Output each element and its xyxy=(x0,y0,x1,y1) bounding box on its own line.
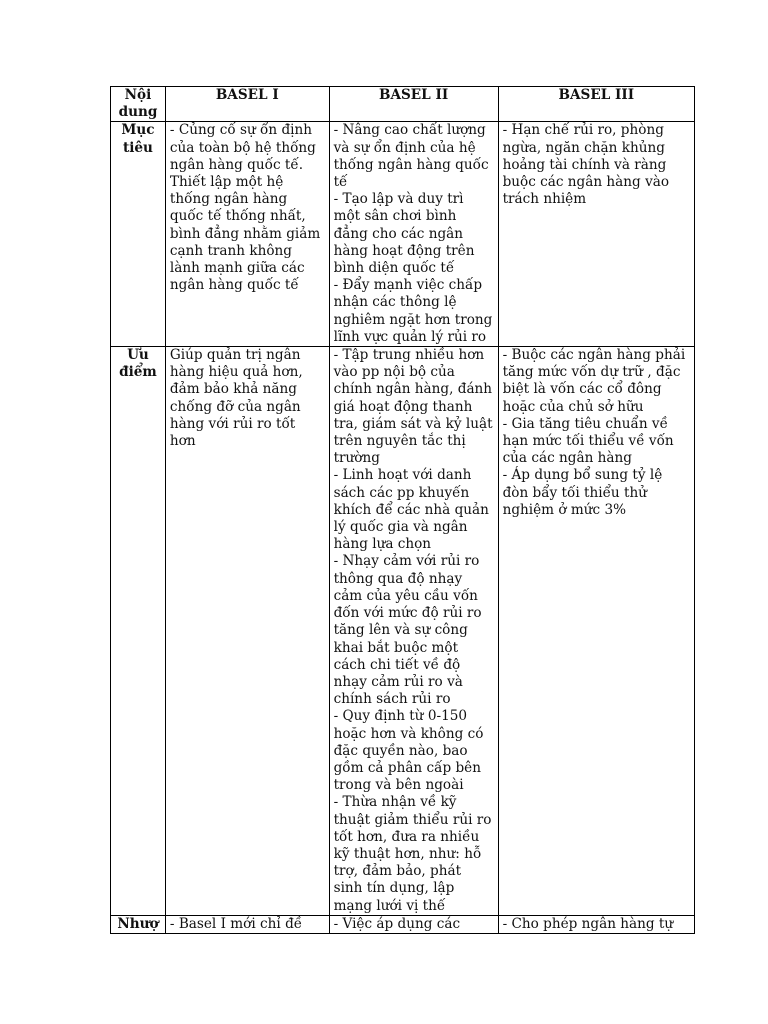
header-noi-dung: Nội dung xyxy=(111,87,166,122)
list-item: - Linh hoạt với danh sách các pp khuyến khích để các nhà quản lý quốc gia và ngân hàng lựa chọn xyxy=(333,467,494,553)
table-row xyxy=(111,122,695,347)
cell-basel2-muc-tieu xyxy=(329,122,498,347)
cell-basel3-nhuoc-diem xyxy=(498,915,694,933)
list-item: - Cho phép ngân hàng tự xyxy=(502,915,674,932)
row-label-muc-tieu: Mục tiêu xyxy=(111,122,166,347)
row-label-nhuoc-diem: Nhượ xyxy=(111,915,166,933)
list-item: - Nhạy cảm với rủi ro thông qua độ nhạy cảm của yêu cầu vốn đốn với mức độ rủi ro tăng lên và sự công khai bắt buộc một cách chi tiết về độ nhạy cảm rủi ro và chính sách rủi ro xyxy=(333,553,486,708)
cell-basel3-uu-diem xyxy=(498,347,694,916)
row-label-uu-diem: Ưu điểm xyxy=(111,347,166,916)
cell-basel2-uu-diem xyxy=(329,347,498,916)
header-basel-3: BASEL III xyxy=(498,87,694,122)
list-item: - Áp dụng bổ sung tỷ lệ đòn bẩy tối thiểu thử nghiệm ở mức 3% xyxy=(502,467,667,518)
cell-basel3-muc-tieu xyxy=(498,122,694,347)
cell-basel1-muc-tieu: - Củng cố sự ổn định của toàn bộ hệ thống ngân hàng quốc tế. Thiết lập một hệ thống ngân hàng quốc tế thống nhất, bình đẳng nhằm giảm cạnh tranh không lành mạnh giữa các ngân hàng quốc tế xyxy=(165,122,329,347)
list-item: - Đẩy mạnh việc chấp nhận các thông lệ nghiêm ngặt hơn trong lĩnh vực quản lý rủi ro xyxy=(333,277,497,345)
header-basel-1: BASEL I xyxy=(165,87,329,122)
table-row xyxy=(111,915,695,933)
list-item: - Gia tăng tiêu chuẩn về hạn mức tối thiểu về vốn của các ngân hàng xyxy=(502,415,678,467)
list-item: - Tạo lập và duy trì một sân chơi bình đẳng cho các ngân hàng hoạt động trên bình diện quốc tế xyxy=(333,191,479,277)
cell-basel1-uu-diem: Giúp quản trị ngân hàng hiệu quả hơn, đảm bảo khả năng chống đỡ của ngân hàng với rủi ro tốt hơn xyxy=(165,347,329,916)
cell-basel2-nhuoc-diem xyxy=(329,915,498,933)
list-item: - Thừa nhận về kỹ thuật giảm thiểu rủi ro tốt hơn, đưa ra nhiều kỹ thuật hơn, như: hỗ trợ, đảm bảo, phát sinh tín dụng, lập mạng lưới vị thế xyxy=(333,794,496,914)
list-item: - Quy định từ 0-150 hoặc hơn và không có đặc quyền nào, bao gồm cả phân cấp bên trong và bên ngoài xyxy=(333,708,488,794)
table-header-row xyxy=(111,87,695,122)
list-item: - Tập trung nhiều hơn vào pp nội bộ của chính ngân hàng, đánh giá hoạt động thanh tra, giám sát và kỷ luật trên nguyên tắc thị trường xyxy=(333,347,497,467)
list-item: - Việc áp dụng các xyxy=(333,915,461,932)
list-item: - Hạn chế rủi ro, phòng ngừa, ngăn chặn khủng hoảng tài chính và ràng buộc các ngân hàng vào trách nhiệm xyxy=(502,122,674,208)
table-row xyxy=(111,347,695,916)
list-item: - Buộc các ngân hàng phải tăng mức vốn dự trữ , đặc biệt là vốn các cổ đông hoặc của chủ sở hữu xyxy=(502,347,690,415)
cell-basel1-nhuoc-diem: - Basel I mới chỉ đề xyxy=(165,915,329,933)
header-basel-2: BASEL II xyxy=(329,87,498,122)
list-item: - Nâng cao chất lượng và sự ổn định của hệ thống ngân hàng quốc tế xyxy=(333,122,493,191)
comparison-table xyxy=(110,86,695,934)
